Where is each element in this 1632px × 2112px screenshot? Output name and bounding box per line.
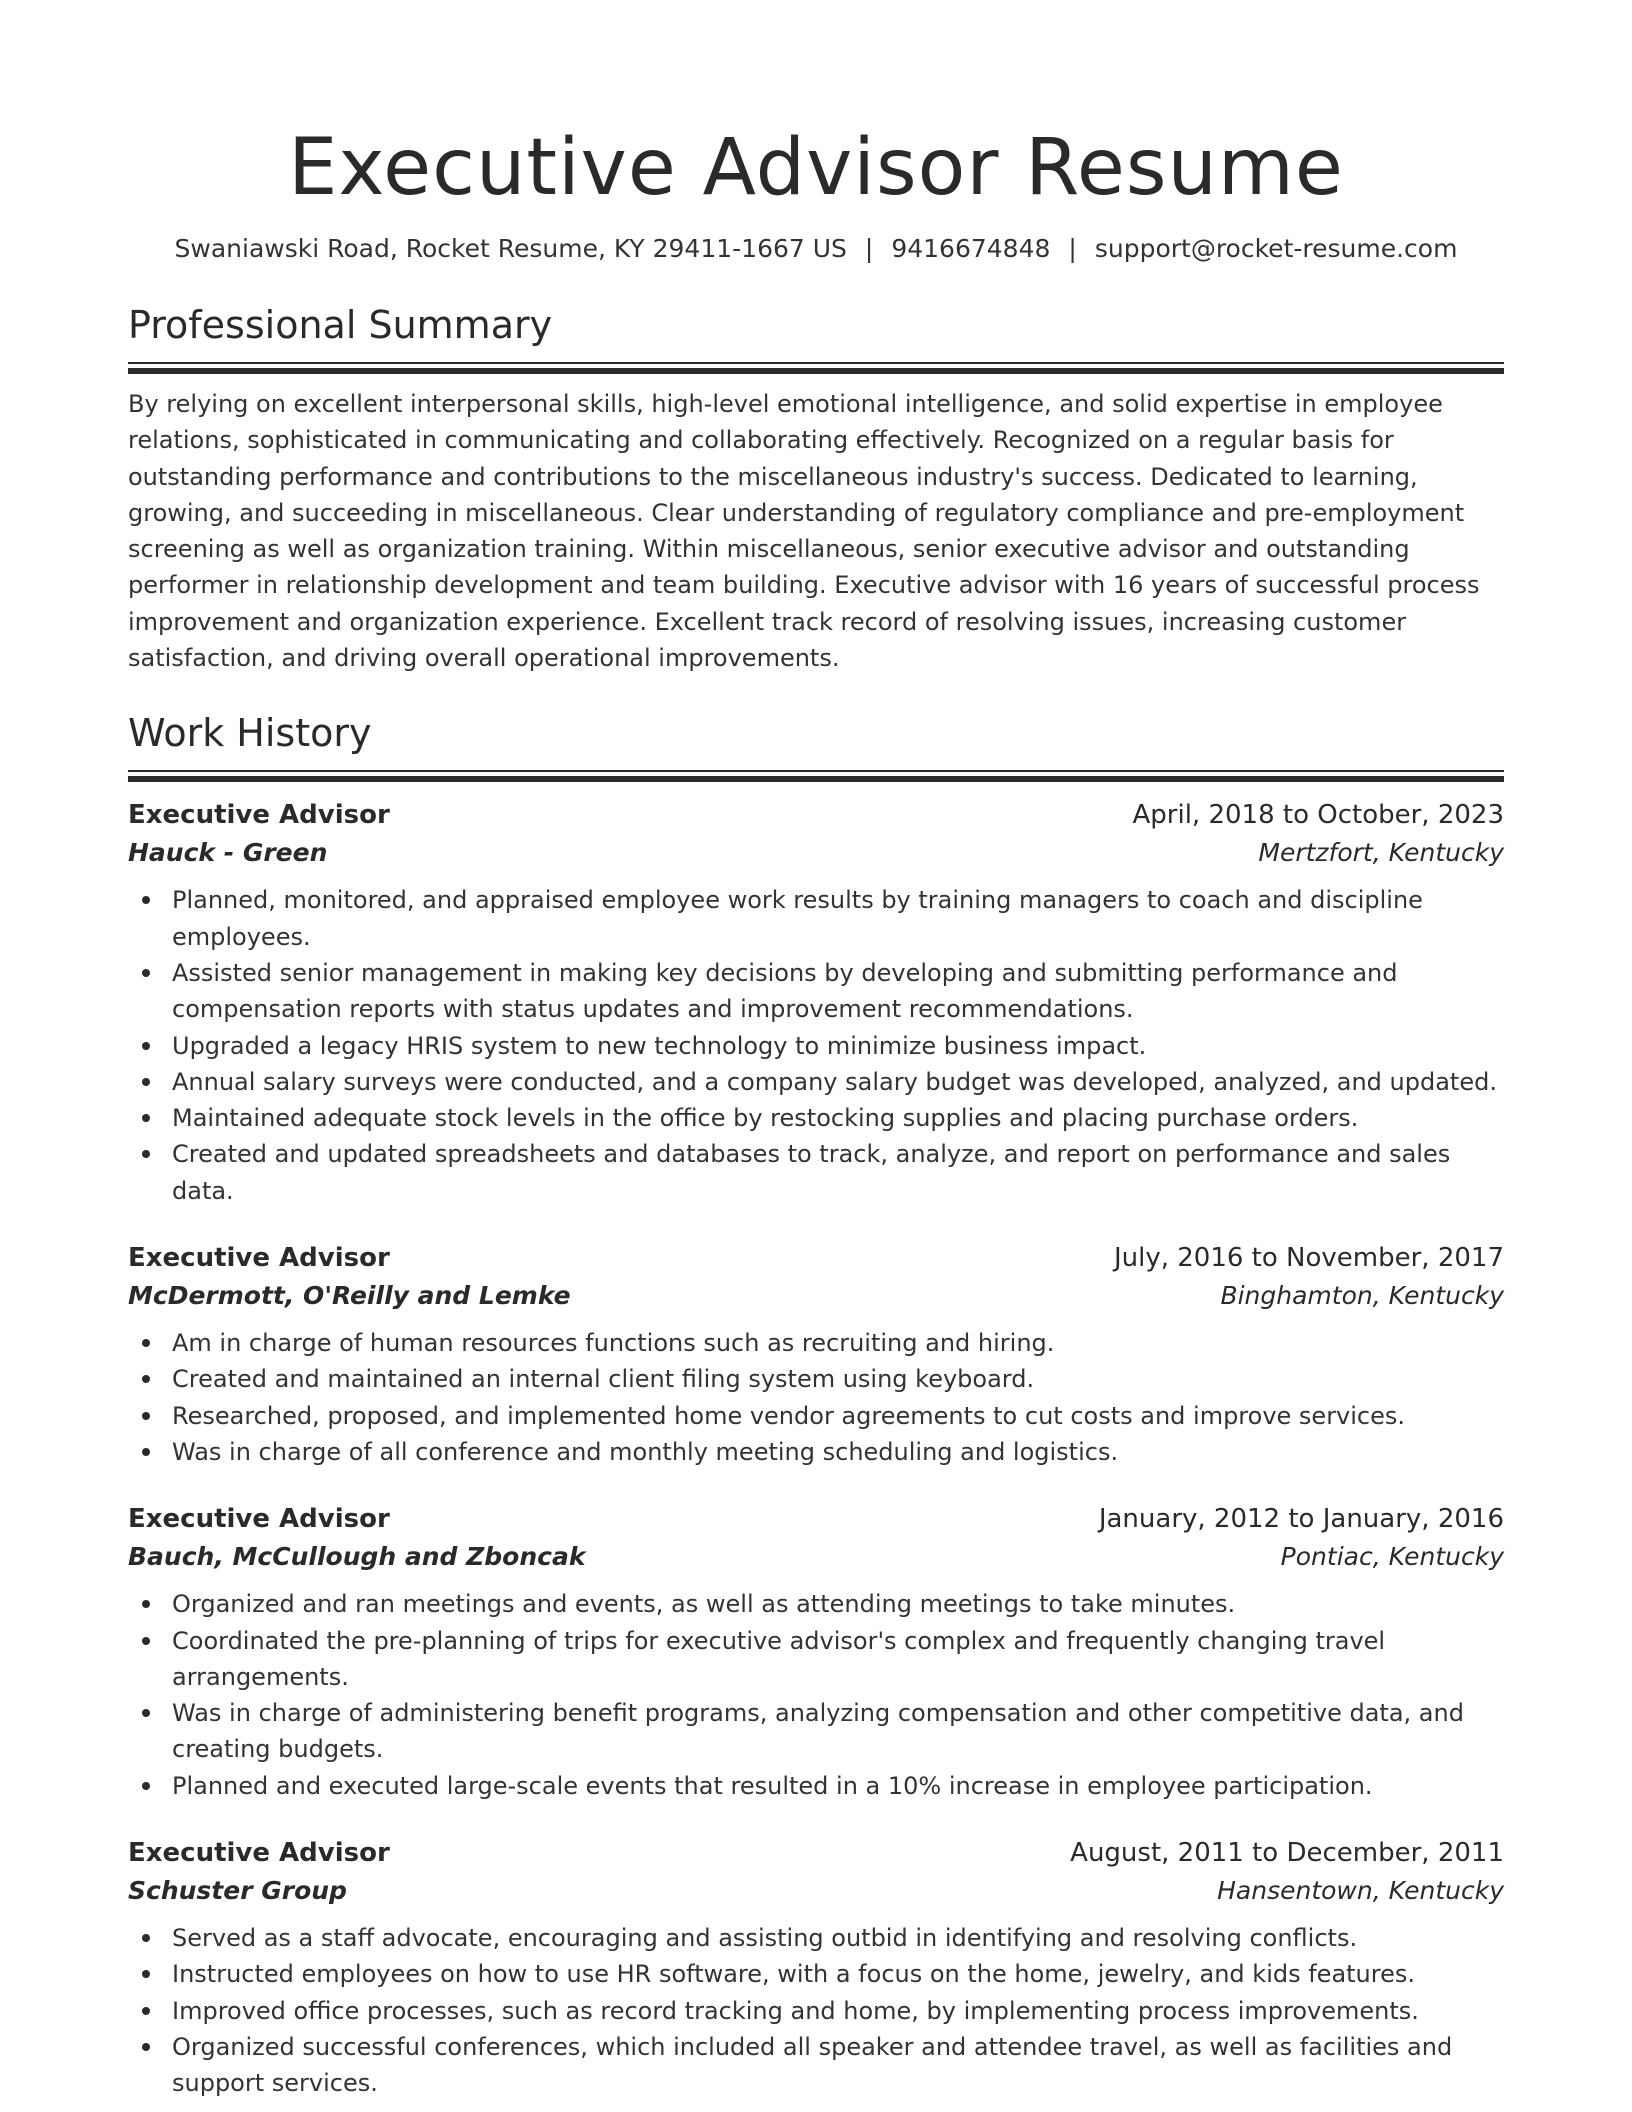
job-dates: April, 2018 to October, 2023 <box>1132 800 1504 831</box>
bullet-dot-icon <box>142 1934 150 1942</box>
job-company-row <box>128 1872 1504 1910</box>
resume-page <box>128 118 1504 2102</box>
bullet-text: Instructed employees on how to use HR software, with a focus on the home, jewelry, and kids features. <box>172 1960 1416 1989</box>
job-bullet <box>128 1920 1504 1956</box>
job-location: Hansentown, Kentucky <box>1217 1876 1504 1906</box>
bullet-dot-icon <box>142 1375 150 1383</box>
bullet-dot-icon <box>142 2043 150 2051</box>
job-bullet <box>128 1398 1504 1434</box>
bullet-text: Annual salary surveys were conducted, and a company salary budget was developed, analyzed, and updated. <box>172 1067 1497 1096</box>
bullet-text: Created and updated spreadsheets and databases to track, analyze, and report on performance and sales data. <box>172 1140 1451 1205</box>
bullet-text: Upgraded a legacy HRIS system to new technology to minimize business impact. <box>172 1031 1147 1060</box>
bullet-dot-icon <box>142 1782 150 1790</box>
job-header-row <box>128 1834 1504 1872</box>
job-bullet <box>128 1028 1504 1064</box>
job-bullets <box>128 1920 1504 2101</box>
job-company: McDermott, O'Reilly and Lemke <box>128 1281 571 1311</box>
job-location: Pontiac, Kentucky <box>1280 1542 1504 1572</box>
contact-separator: | <box>1068 234 1077 263</box>
job-bullet <box>128 1325 1504 1361</box>
job-dates: July, 2016 to November, 2017 <box>1113 1243 1504 1274</box>
bullet-text: Researched, proposed, and implemented home vendor agreements to cut costs and improve services. <box>172 1401 1406 1430</box>
job-entry <box>128 1239 1504 1470</box>
bullet-dot-icon <box>142 2007 150 2015</box>
job-location: Binghamton, Kentucky <box>1220 1281 1504 1311</box>
job-company: Bauch, McCullough and Zboncak <box>128 1542 586 1572</box>
job-dates: August, 2011 to December, 2011 <box>1070 1838 1504 1869</box>
job-bullet <box>128 1768 1504 1804</box>
job-title: Executive Advisor <box>128 800 390 831</box>
job-bullet <box>128 955 1504 1028</box>
job-bullets <box>128 1586 1504 1804</box>
bullet-dot-icon <box>142 1600 150 1608</box>
job-bullet <box>128 1586 1504 1622</box>
contact-address: Swaniawski Road, Rocket Resume, KY 29411-1667 US <box>174 234 847 263</box>
bullet-dot-icon <box>142 1078 150 1086</box>
contact-separator: | <box>864 234 874 263</box>
bullet-dot-icon <box>142 1412 150 1420</box>
bullet-text: Improved office processes, such as record tracking and home, by implementing process improvements. <box>172 1996 1419 2025</box>
job-bullet <box>128 1434 1504 1470</box>
summary-text: By relying on excellent interpersonal skills, high-level emotional intelligence, and solid expertise in employee relations, sophisticated in communicating and collaborating effectively. Recognized on a regular basis for outstanding performance and contributions to the miscellaneous industry's success. Dedicated to learning, growing, and succeeding in miscellaneous. Clear understanding of regulatory compliance and pre-employment screening as well as organization training. Within miscellaneous, senior executive advisor and outstanding performer in relationship development and team building. Executive advisor with 16 years of successful process improvement and organization experience. Excellent track record of resolving issues, increasing customer satisfaction, and driving overall operational improvements. <box>128 390 1480 673</box>
job-entry <box>128 1834 1504 2101</box>
job-title: Executive Advisor <box>128 1838 390 1869</box>
job-bullet <box>128 1695 1504 1768</box>
bullet-dot-icon <box>142 969 150 977</box>
contact-phone: 9416674848 <box>891 234 1051 263</box>
job-entry <box>128 1500 1504 1804</box>
contact-line <box>128 232 1504 266</box>
job-company-row <box>128 1277 1504 1315</box>
job-company: Schuster Group <box>128 1876 347 1906</box>
bullet-dot-icon <box>142 1448 150 1456</box>
job-company: Hauck - Green <box>128 838 328 868</box>
job-dates: January, 2012 to January, 2016 <box>1098 1504 1504 1535</box>
job-bullet <box>128 1064 1504 1100</box>
bullet-text: Assisted senior management in making key decisions by developing and submitting performance and compensation reports with status updates and improvement recommendations. <box>172 958 1398 1024</box>
summary-section <box>128 300 1504 676</box>
job-title: Executive Advisor <box>128 1243 390 1274</box>
job-header-row <box>128 1500 1504 1538</box>
bullet-dot-icon <box>142 896 150 904</box>
work-history-section <box>128 708 1504 2101</box>
job-bullets <box>128 882 1504 1209</box>
job-bullet <box>128 1361 1504 1397</box>
bullet-dot-icon <box>142 1339 150 1347</box>
contact-email: support@rocket-resume.com <box>1094 234 1458 263</box>
bullet-text: Created and maintained an internal client filing system using keyboard. <box>172 1365 1035 1394</box>
job-company-row <box>128 834 1504 872</box>
job-title: Executive Advisor <box>128 1504 390 1535</box>
job-entry <box>128 796 1504 1209</box>
job-bullet <box>128 1956 1504 1992</box>
job-location: Mertzfort, Kentucky <box>1258 838 1504 868</box>
job-bullet <box>128 1623 1504 1696</box>
job-company-row <box>128 1538 1504 1576</box>
bullet-dot-icon <box>142 1709 150 1717</box>
job-bullet <box>128 1100 1504 1136</box>
bullet-text: Served as a staff advocate, encouraging and assisting outbid in identifying and resolving conflicts. <box>172 1924 1358 1953</box>
job-bullet <box>128 2029 1504 2102</box>
bullet-dot-icon <box>142 1114 150 1122</box>
bullet-dot-icon <box>142 1042 150 1050</box>
job-bullet <box>128 1993 1504 2029</box>
bullet-text: Maintained adequate stock levels in the office by restocking supplies and placing purchase orders. <box>172 1104 1359 1133</box>
section-divider <box>128 362 1504 374</box>
job-bullet <box>128 1136 1504 1209</box>
bullet-dot-icon <box>142 1150 150 1158</box>
summary-heading: Professional Summary <box>128 303 553 347</box>
bullet-text: Was in charge of all conference and monthly meeting scheduling and logistics. <box>172 1437 1119 1466</box>
page-title: Executive Advisor Resume <box>288 123 1344 213</box>
section-divider <box>128 770 1504 782</box>
bullet-text: Organized and ran meetings and events, as well as attending meetings to take minutes. <box>172 1590 1236 1619</box>
job-bullets <box>128 1325 1504 1470</box>
bullet-text: Am in charge of human resources functions such as recruiting and hiring. <box>172 1329 1055 1358</box>
bullet-text: Planned, monitored, and appraised employee work results by training managers to coach and discipline employees. <box>172 886 1423 951</box>
bullet-text: Planned and executed large-scale events that resulted in a 10% increase in employee participation. <box>172 1771 1373 1800</box>
bullet-text: Was in charge of administering benefit programs, analyzing compensation and other competitive data, and creating budgets. <box>172 1699 1464 1764</box>
job-bullet <box>128 882 1504 955</box>
job-header-row <box>128 1239 1504 1277</box>
bullet-text: Coordinated the pre-planning of trips for executive advisor's complex and frequently changing travel arrangements. <box>172 1626 1386 1691</box>
work-history-heading: Work History <box>128 711 372 756</box>
job-header-row <box>128 796 1504 834</box>
bullet-dot-icon <box>142 1637 150 1645</box>
bullet-dot-icon <box>142 1970 150 1978</box>
bullet-text: Organized successful conferences, which included all speaker and attendee travel, as well as facilities and support services. <box>172 2032 1453 2098</box>
